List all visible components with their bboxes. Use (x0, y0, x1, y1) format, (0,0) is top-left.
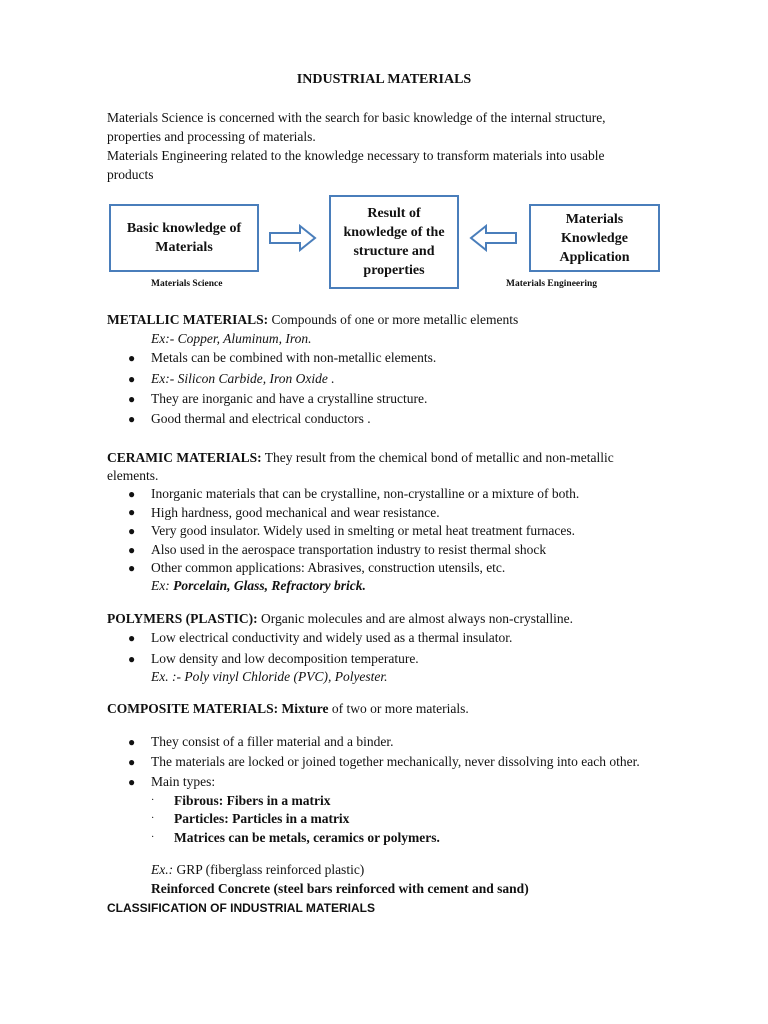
box-result-line-4: properties (363, 263, 425, 278)
metallic-bullet-2: Ex:- Silicon Carbide, Iron Oxide . (151, 371, 335, 386)
polymers-example: Ex. :- Poly vinyl Chloride (PVC), Polyester. (151, 669, 388, 684)
composite-heading: COMPOSITE MATERIALS: (107, 701, 279, 716)
bullet-icon: ● (128, 775, 136, 789)
box-result-line-2: knowledge of the (343, 225, 445, 240)
ceramic-example-prefix: Ex: (151, 578, 170, 593)
composite-bullet-1: They consist of a filler material and a binder. (151, 734, 394, 749)
box-application-line-3: Application (559, 249, 630, 265)
bullet-icon: ● (128, 543, 136, 557)
arrow-right-icon (268, 224, 318, 252)
composite-type-3: Matrices can be metals, ceramics or polymers. (174, 830, 440, 845)
ceramic-bullet-1: Inorganic materials that can be crystalline, non-crystalline or a mixture of both. (151, 486, 580, 501)
ceramic-bullet-2: High hardness, good mechanical and wear resistance. (151, 505, 440, 520)
ceramic-desc: They result from the chemical bond of metallic and non-metallic (261, 450, 614, 465)
composite-type-2: Particles: Particles in a matrix (174, 811, 350, 826)
intro-line-2: properties and processing of materials. (107, 129, 316, 144)
composite-desc: of two or more materials. (328, 701, 469, 716)
page-title: INDUSTRIAL MATERIALS (296, 72, 472, 87)
metallic-bullet-1: Metals can be combined with non-metallic elements. (151, 350, 437, 365)
sub-bullet-icon: · (151, 795, 155, 806)
box-result-knowledge (329, 195, 459, 289)
polymers-bullet-1: Low electrical conductivity and widely used as a thermal insulator. (151, 630, 513, 645)
ceramic-desc-cont: elements. (107, 468, 159, 483)
box-result-line-3: structure and (353, 244, 435, 259)
intro-line-4: products (107, 167, 154, 182)
box-basic-knowledge-line-2: Materials (155, 240, 213, 255)
polymers-desc: Organic molecules and are almost always non-crystalline. (257, 611, 574, 626)
bullet-icon: ● (128, 487, 136, 501)
metallic-heading-line (107, 312, 518, 328)
composite-heading-mixture: Mixture (278, 701, 329, 716)
ceramic-bullet-4: Also used in the aerospace transportation industry to resist thermal shock (151, 542, 547, 557)
bullet-icon: ● (128, 412, 136, 426)
bullet-icon: ● (128, 524, 136, 538)
bullet-icon: ● (128, 392, 136, 406)
classification-heading: CLASSIFICATION OF INDUSTRIAL MATERIALS (107, 901, 375, 915)
ceramic-example-items: Porcelain, Glass, Refractory brick. (169, 578, 366, 593)
bullet-icon: ● (128, 755, 136, 769)
bullet-icon: ● (128, 351, 136, 365)
polymers-heading-line (107, 611, 573, 627)
ceramic-heading-line (107, 450, 614, 466)
metallic-bullet-3: They are inorganic and have a crystalline structure. (151, 391, 428, 406)
metallic-bullet-4: Good thermal and electrical conductors . (151, 411, 371, 426)
sub-bullet-icon: · (151, 813, 155, 824)
composite-heading-line (107, 701, 469, 717)
intro-line-1: Materials Science is concerned with the search for basic knowledge of the internal structure, (107, 110, 606, 125)
metallic-desc: Compounds of one or more metallic elements (268, 312, 519, 327)
box-application-line-1: Materials (565, 211, 624, 227)
composite-type-1: Fibrous: Fibers in a matrix (174, 793, 331, 808)
composite-example-2: Reinforced Concrete (steel bars reinforced with cement and sand) (151, 881, 529, 896)
arrow-left-icon (468, 224, 518, 252)
bullet-icon: ● (128, 631, 136, 645)
ceramic-bullet-5: Other common applications: Abrasives, construction utensils, etc. (151, 560, 506, 575)
composite-bullet-3: Main types: (151, 774, 216, 789)
composite-example (151, 862, 364, 878)
ceramic-bullet-3: Very good insulator. Widely used in smelting or metal heat treatment furnaces. (151, 523, 575, 538)
polymers-heading: POLYMERS (PLASTIC): (107, 611, 258, 626)
ceramic-example (151, 578, 366, 594)
composite-example-prefix: Ex.: (151, 862, 174, 877)
box-result-line-1: Result of (367, 206, 421, 221)
box-application-line-2: Knowledge (561, 230, 628, 246)
composite-bullet-2: The materials are locked or joined together mechanically, never dissolving into each other. (151, 754, 640, 769)
box-knowledge-application (529, 204, 660, 272)
bullet-icon: ● (128, 652, 136, 666)
box-basic-knowledge-line-1: Basic knowledge of (126, 221, 242, 236)
bullet-icon: ● (128, 561, 136, 575)
composite-example-item: GRP (fiberglass reinforced plastic) (173, 862, 365, 877)
bullet-icon: ● (128, 372, 136, 386)
caption-materials-engineering: Materials Engineering (506, 279, 598, 289)
metallic-example: Ex:- Copper, Aluminum, Iron. (151, 331, 312, 346)
polymers-bullet-2: Low density and low decomposition temperature. (151, 651, 419, 666)
intro-line-3: Materials Engineering related to the knowledge necessary to transform materials into usable (107, 148, 605, 163)
bullet-icon: ● (128, 735, 136, 749)
bullet-icon: ● (128, 505, 136, 519)
sub-bullet-icon: · (151, 832, 155, 843)
metallic-heading: METALLIC MATERIALS: (107, 312, 269, 327)
caption-materials-science: Materials Science (151, 279, 223, 289)
box-basic-knowledge (109, 204, 259, 272)
ceramic-heading: CERAMIC MATERIALS: (107, 450, 262, 465)
